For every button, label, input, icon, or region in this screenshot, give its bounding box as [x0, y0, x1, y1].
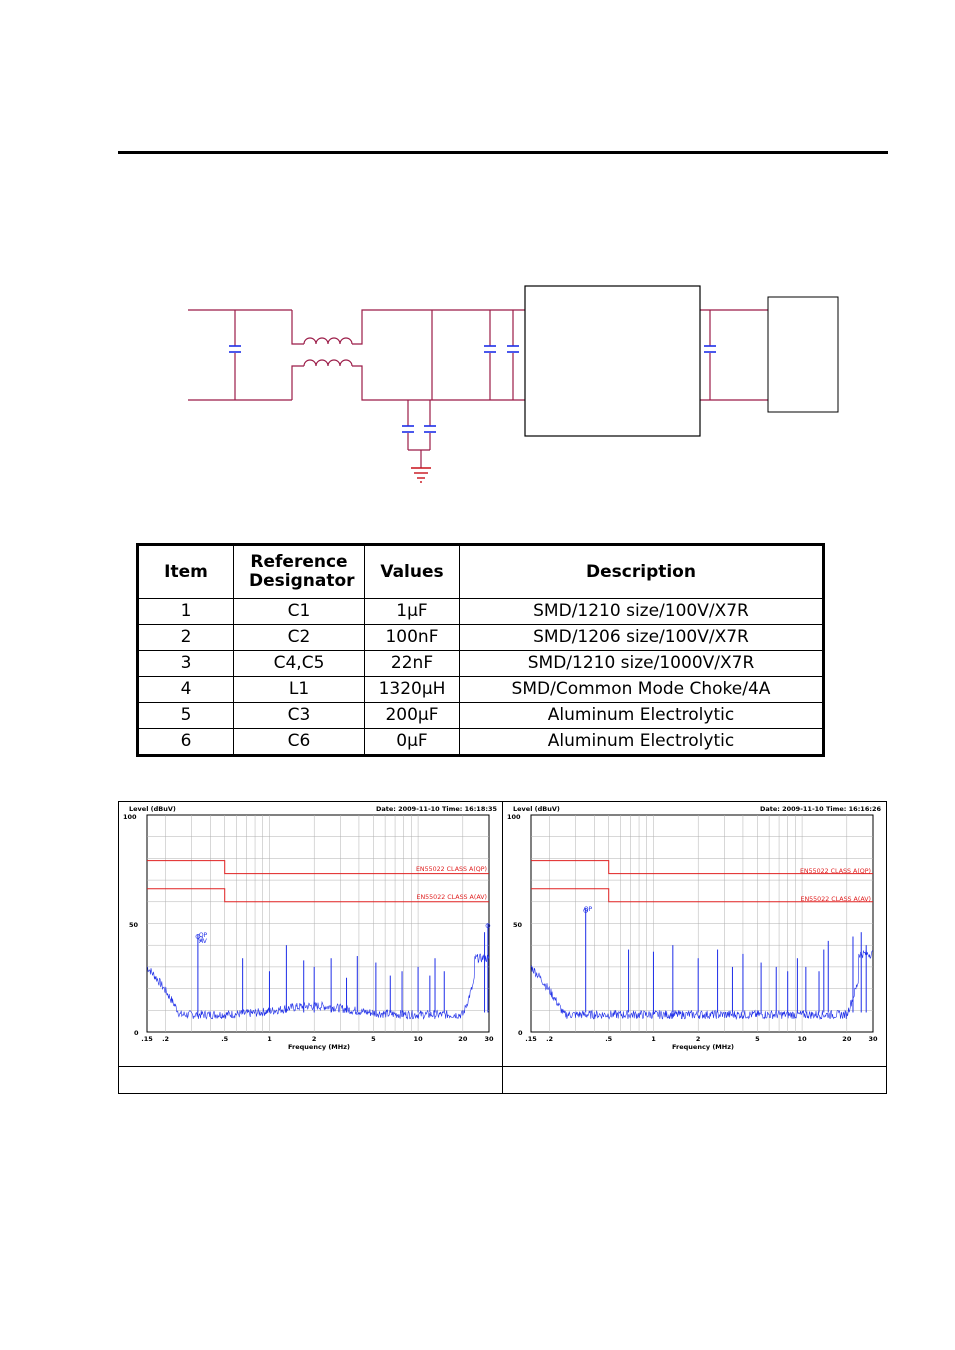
x-tick-label: 5 [371, 1035, 376, 1043]
ground-icon [411, 468, 431, 482]
limit-qp-label: EN55022 CLASS A(QP) [799, 868, 871, 875]
marker-qp-label: QP [198, 932, 208, 939]
col-description: Description [460, 545, 824, 599]
x-tick-label: .15 [525, 1035, 537, 1043]
y-tick-label: 100 [123, 813, 137, 821]
x-tick-label: 5 [755, 1035, 760, 1043]
table-row: 5 C3 200μF Aluminum Electrolytic [138, 703, 824, 729]
table-row: 1 C1 1μF SMD/1210 size/100V/X7R [138, 599, 824, 625]
plot-ylabel: Level (dBuV) [129, 805, 176, 813]
limit-av-label: EN55022 CLASS A(AV) [800, 896, 871, 903]
col-item: Item [138, 545, 234, 599]
x-tick-label: 30 [868, 1035, 878, 1043]
section-rule [118, 151, 888, 154]
table-row: 4 L1 1320μH SMD/Common Mode Choke/4A [138, 677, 824, 703]
x-tick-label: 10 [797, 1035, 807, 1043]
y-tick-label: 0 [134, 1029, 139, 1037]
x-tick-label: .15 [141, 1035, 153, 1043]
load-box [768, 297, 838, 412]
emi-plots-table [118, 801, 887, 1094]
x-tick-label: .2 [162, 1035, 170, 1043]
marker-qp-label: QP [583, 906, 593, 913]
marker-av-label: AV [199, 938, 207, 945]
emission-trace [531, 950, 873, 1019]
emi-plot-left [119, 802, 502, 1062]
x-tick-label: .5 [605, 1035, 613, 1043]
plot-cell-left [119, 802, 503, 1067]
y-tick-label: 50 [513, 921, 523, 929]
x-tick-label: 2 [311, 1035, 317, 1043]
table-row: 2 C2 100nF SMD/1206 size/100V/X7R [138, 625, 824, 651]
x-tick-label: 10 [413, 1035, 423, 1043]
converter-module-box [525, 286, 700, 436]
x-tick-label: .5 [221, 1035, 229, 1043]
x-tick-label: 1 [267, 1035, 272, 1043]
y-tick-label: 100 [507, 813, 521, 821]
x-tick-label: 20 [842, 1035, 852, 1043]
emi-plot-right [503, 802, 886, 1062]
x-tick-label: 1 [651, 1035, 656, 1043]
col-ref-designator: Reference Designator [234, 545, 365, 599]
plot-ylabel: Level (dBuV) [513, 805, 560, 813]
x-tick-label: 20 [458, 1035, 468, 1043]
col-values: Values [365, 545, 460, 599]
emi-filter-schematic [170, 280, 850, 490]
plot-caption-right [503, 1067, 887, 1094]
x-tick-label: 30 [484, 1035, 494, 1043]
limit-qp-label: EN55022 CLASS A(QP) [415, 866, 487, 873]
bom-header-row [138, 545, 824, 599]
table-row: 6 C6 0μF Aluminum Electrolytic [138, 729, 824, 756]
y-tick-label: 50 [129, 921, 139, 929]
plot-cell-right [503, 802, 887, 1067]
x-tick-label: 2 [695, 1035, 701, 1043]
plot-datetime: Date: 2009-11-10 Time: 16:18:35 [375, 805, 497, 813]
limit-av-label: EN55022 CLASS A(AV) [416, 894, 487, 901]
plot-xlabel: Frequency (MHz) [288, 1043, 350, 1051]
table-row: 3 C4,C5 22nF SMD/1210 size/1000V/X7R [138, 651, 824, 677]
plot-xlabel: Frequency (MHz) [672, 1043, 734, 1051]
x-tick-label: .2 [546, 1035, 554, 1043]
plot-caption-left [119, 1067, 503, 1094]
bom-table [136, 543, 825, 757]
plot-datetime: Date: 2009-11-10 Time: 16:16:26 [759, 805, 881, 813]
y-tick-label: 0 [518, 1029, 523, 1037]
